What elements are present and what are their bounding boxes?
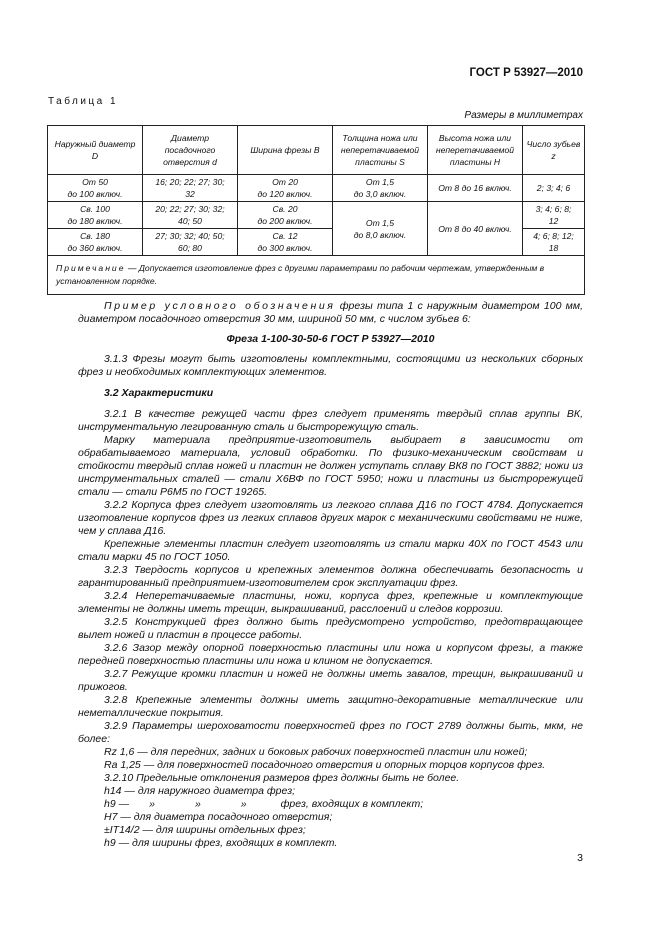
table-cell: От 1,5 до 3,0 включ. xyxy=(333,175,428,202)
table-row xyxy=(48,175,585,202)
table-caption: Таблица 1 xyxy=(48,96,119,107)
table-cell: Св. 20 до 200 включ. xyxy=(238,202,333,229)
table-cell: 4; 6; 8; 12; 18 xyxy=(523,229,585,256)
col-header: Наружный диаметр D xyxy=(48,126,143,175)
section-heading: 3.2 Характеристики xyxy=(104,387,214,399)
table-cell: 27; 30; 32; 40; 50; 60; 80 xyxy=(143,229,238,256)
table-cell: От 8 до 16 включ. xyxy=(428,175,523,202)
list-item: ±IT14/2 — для ширины отдельных фрез; xyxy=(104,824,306,836)
list-item: H7 — для диаметра посадочного отверстия; xyxy=(104,811,333,823)
table-cell: От 20 до 120 включ. xyxy=(238,175,333,202)
table-row xyxy=(48,202,585,229)
list-item: h9 — » » » фрез, входящих в комплект; xyxy=(104,798,424,810)
parameters-table xyxy=(47,125,585,295)
col-header: Диаметр посадочного отверстия d xyxy=(143,126,238,175)
table-cell: 2; 3; 4; 6 xyxy=(523,175,585,202)
table-cell: Св. 12 до 300 включ. xyxy=(238,229,333,256)
paragraph: 3.2.1 В качестве режущей части фрез следует применять твердый сплав группы ВК, инструментальную легированную сталь и быстрорежущую сталь. xyxy=(78,408,583,433)
paragraph: Марку материала предприятие-изготовитель выбирает в зависимости от обрабатываемого материала, условий обработки. По физико-механическим свойствам и стойкости твердый сплав ножей и пластин не должен уступать сплаву ВК8 по ГОСТ 3882; ножи из инструментальных сталей — стали Х6ВФ по ГОСТ 5950; ножи и пластины из быстрорежущей стали — стали Р6М5 по ГОСТ 19265. xyxy=(78,434,583,498)
paragraph: 3.2.9 Параметры шероховатости поверхностей фрез по ГОСТ 2789 должны быть, мкм, не более: xyxy=(78,720,583,745)
paragraph: 3.2.7 Режущие кромки пластин и ножей не должны иметь завалов, трещин, выкрашиваний и прижогов. xyxy=(78,668,583,693)
table-note: Примечание — Допускается изготовление фрез с другими параметрами по рабочим чертежам, утвержденным в установленном порядке. xyxy=(48,256,585,295)
paragraph: 3.2.6 Зазор между опорной поверхностью пластины или ножа и корпусом фрезы, а также передней поверхностью пластины или ножа и клином не допускается. xyxy=(78,642,583,667)
table-cell: От 8 до 40 включ. xyxy=(428,202,523,256)
table-units: Размеры в миллиметрах xyxy=(464,110,583,121)
table-cell: От 1,5 до 8,0 включ. xyxy=(333,202,428,256)
paragraph: 3.1.3 Фрезы могут быть изготовлены комплектными, состоящими из нескольких сборных фрез и необходимых комплектующих элементов. xyxy=(78,353,583,378)
list-item: Rz 1,6 — для передних, задних и боковых рабочих поверхностей пластин или ножей; xyxy=(104,746,528,758)
col-header: Высота ножа или неперетачиваемой пластины H xyxy=(428,126,523,175)
example-paragraph: Пример условного обозначения фрезы типа 1 с наружным диаметром 100 мм, диаметром посадочного отверстия 30 мм, шириной 50 мм, с числом зубьев 6: xyxy=(78,300,583,325)
list-item: Ra 1,25 — для поверхностей посадочного отверстия и опорных торцов корпусов фрез. xyxy=(104,759,546,771)
page-number: 3 xyxy=(577,852,583,864)
table-cell: 16; 20; 22; 27; 30; 32 xyxy=(143,175,238,202)
paragraph: Крепежные элементы пластин следует изготовлять из стали марки 40Х по ГОСТ 4543 или стали марки 45 по ГОСТ 1050. xyxy=(78,538,583,563)
table-cell: От 50 до 100 включ. xyxy=(48,175,143,202)
paragraph: 3.2.2 Корпуса фрез следует изготовлять из легкого сплава Д16 по ГОСТ 4784. Допускается изготовление корпусов фрез из легких сплавов других марок с механическими свойствами не ниже, чем у сплава Д16. xyxy=(78,499,583,537)
col-header: Число зубьев z xyxy=(523,126,585,175)
list-item: h14 — для наружного диаметра фрез; xyxy=(104,785,295,797)
table-header-row xyxy=(48,126,585,175)
table-cell: 3; 4; 6; 8; 12 xyxy=(523,202,585,229)
paragraph: 3.2.10 Предельные отклонения размеров фрез должны быть не более. xyxy=(104,772,460,784)
body-text xyxy=(78,300,583,850)
table-cell: Св. 100 до 180 включ. xyxy=(48,202,143,229)
designation: Фреза 1-100-30-50-6 ГОСТ Р 53927—2010 xyxy=(226,333,435,345)
document-header: ГОСТ Р 53927—2010 xyxy=(469,67,583,79)
paragraph: 3.2.3 Твердость корпусов и крепежных элементов должна обеспечивать безопасность и гарантированный предприятием-изготовителем срок эксплуатации фрез. xyxy=(78,564,583,589)
paragraph: 3.2.4 Неперетачиваемые пластины, ножи, корпуса фрез, крепежные и комплектующие элементы не должны иметь трещин, выкрашиваний, расслоений и следов коррозии. xyxy=(78,590,583,615)
list-item: h9 — для ширины фрез, входящих в комплект. xyxy=(104,837,338,849)
paragraph: 3.2.8 Крепежные элементы должны иметь защитно-декоративные металлические или неметаллические покрытия. xyxy=(78,694,583,719)
table-cell: 20; 22; 27; 30; 32; 40; 50 xyxy=(143,202,238,229)
paragraph: 3.2.5 Конструкцией фрез должно быть предусмотрено устройство, предотвращающее вылет ножей и пластин в процессе работы. xyxy=(78,616,583,641)
col-header: Толщина ножа или неперетачиваемой пластины S xyxy=(333,126,428,175)
col-header: Ширина фрезы B xyxy=(238,126,333,175)
table-note-row xyxy=(48,256,585,295)
table-cell: Св. 180 до 360 включ. xyxy=(48,229,143,256)
